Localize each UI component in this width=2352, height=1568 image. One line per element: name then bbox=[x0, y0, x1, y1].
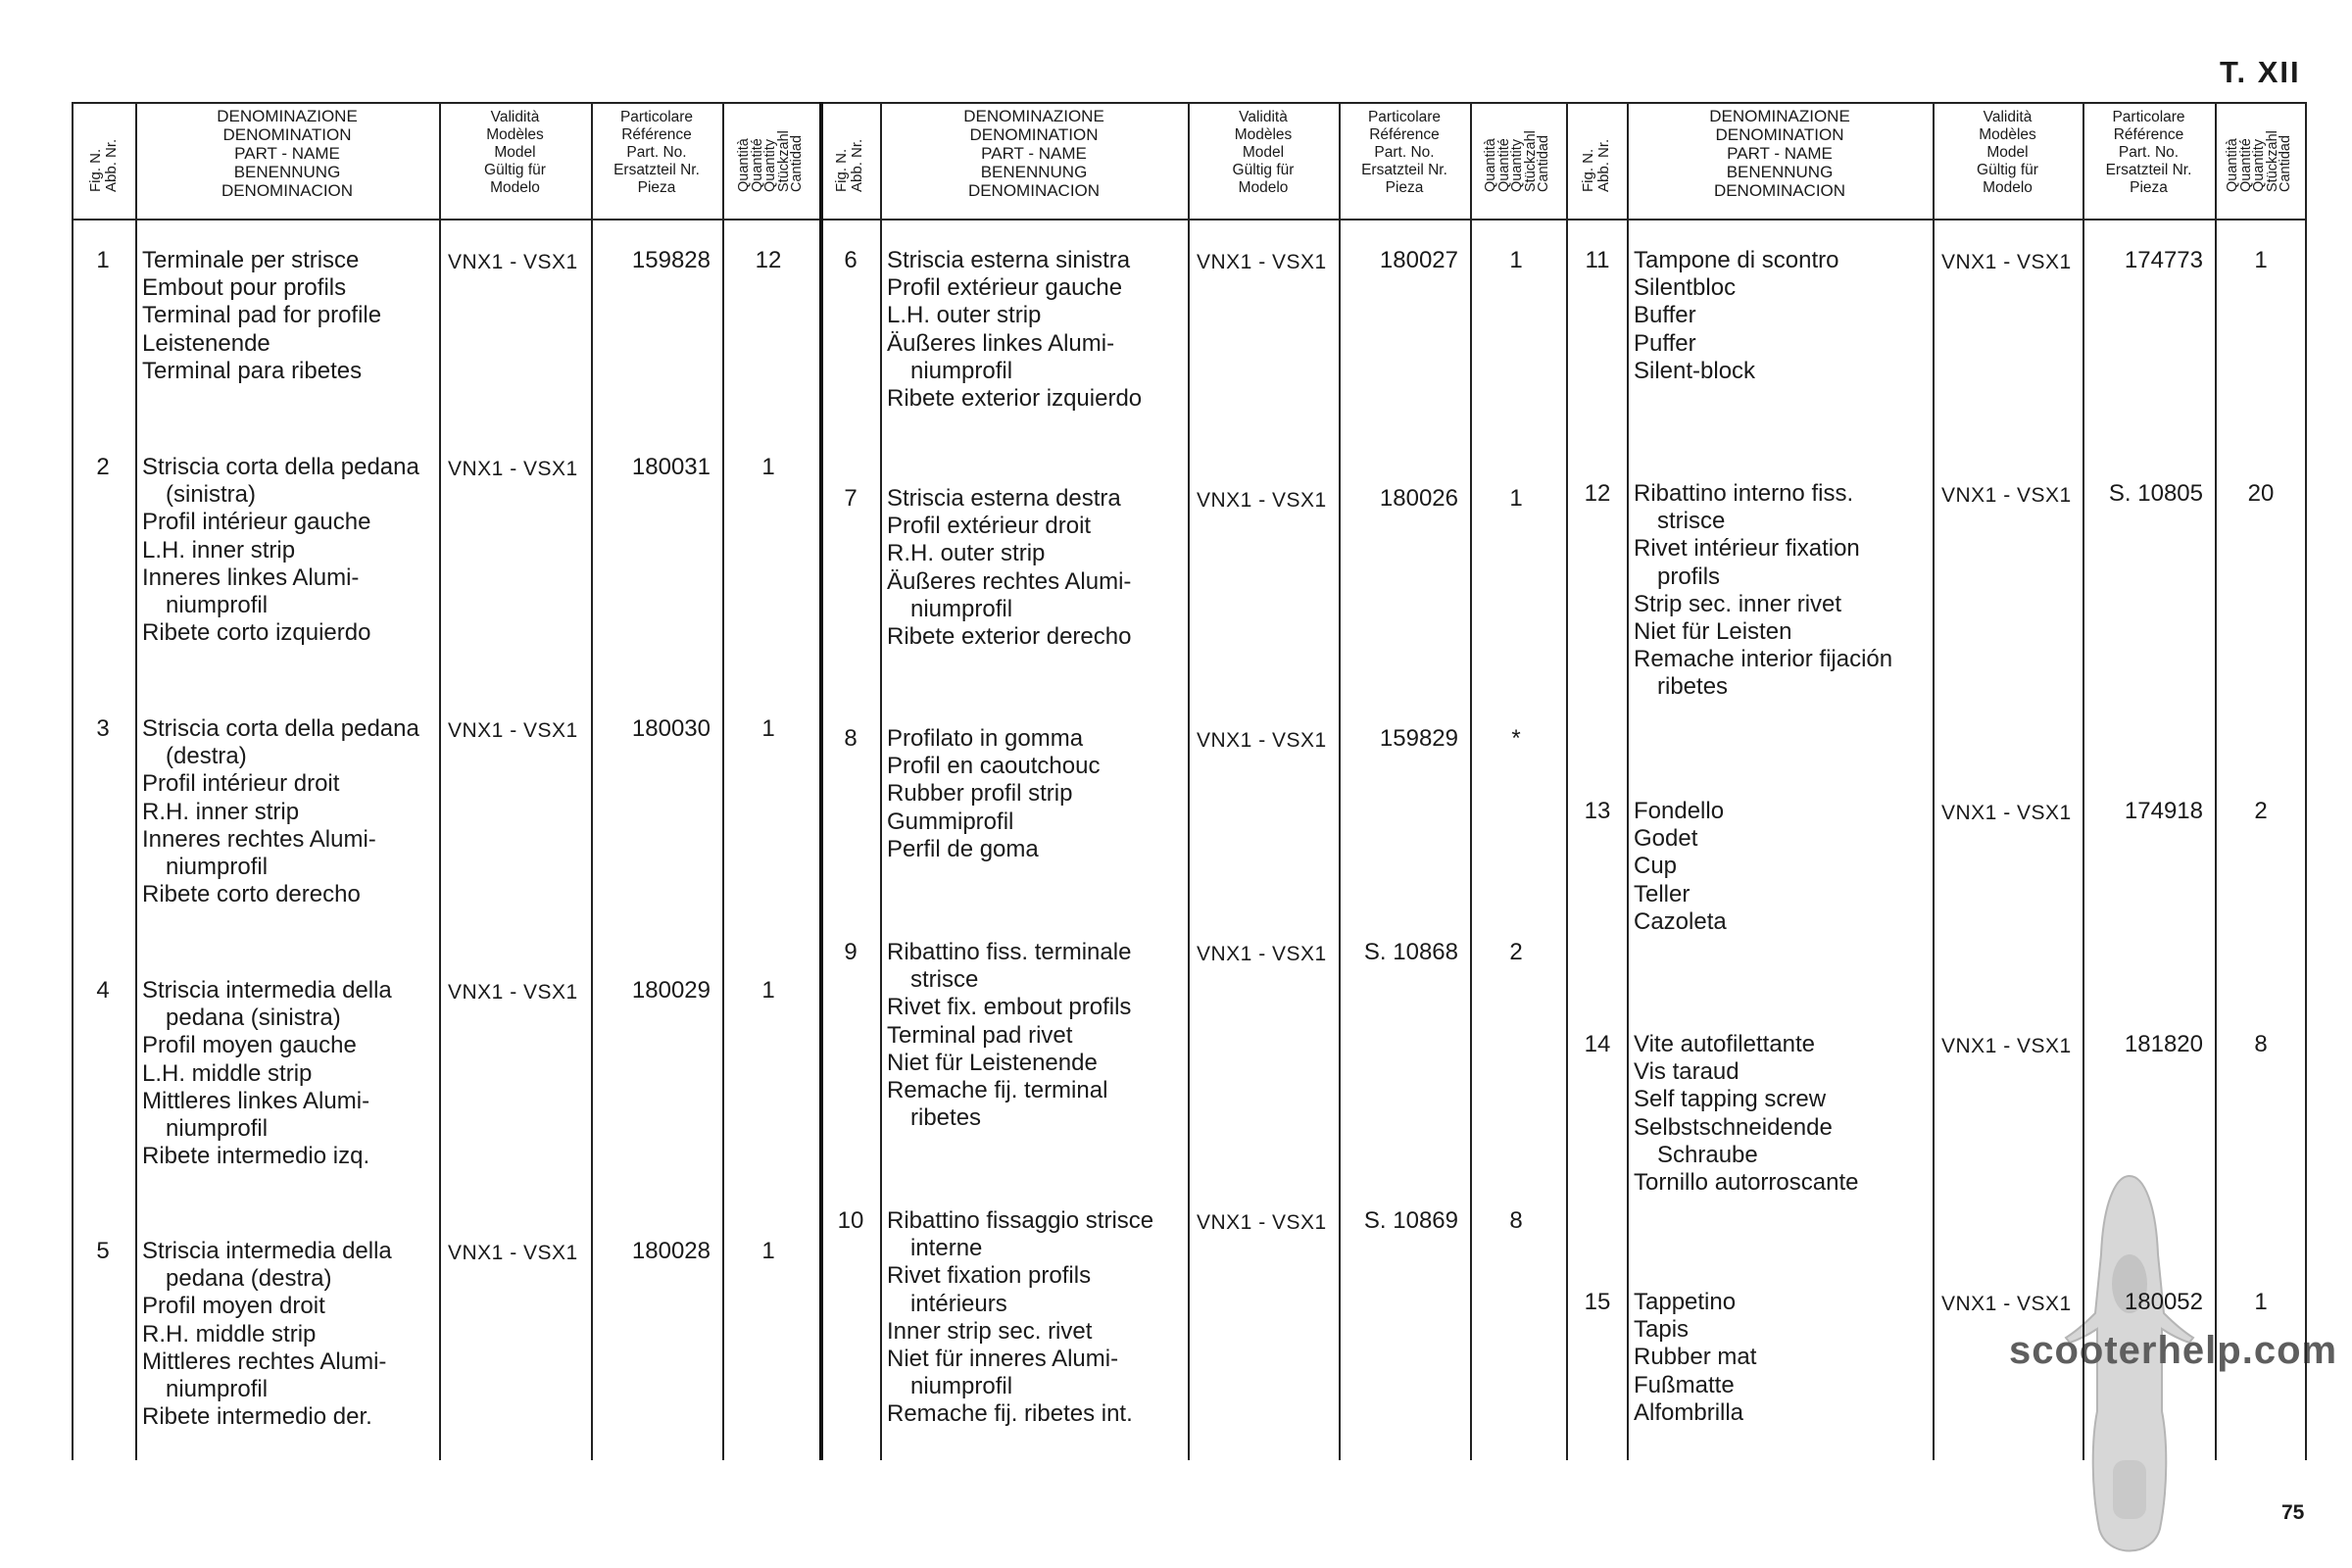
description-line: Niet für Leistenende bbox=[887, 1049, 1098, 1076]
description-line: Strip sec. inner rivet bbox=[1634, 590, 1842, 617]
description-line: ribetes bbox=[1657, 673, 1729, 701]
quantity: * bbox=[1511, 725, 1521, 752]
fig-number: 2 bbox=[96, 454, 110, 480]
header-line: DENOMINATION bbox=[1715, 124, 1844, 144]
model-validity-header bbox=[1188, 108, 1339, 198]
header-line: DENOMINACION bbox=[1713, 180, 1846, 200]
description-line: Ribete exterior izquierdo bbox=[887, 384, 1143, 412]
description-line: Ribattino interno fiss. bbox=[1634, 480, 1854, 507]
part-description bbox=[1634, 798, 1727, 936]
model-validity: VNX1 - VSX1 bbox=[448, 458, 578, 480]
description-line: L.H. middle strip bbox=[142, 1059, 313, 1087]
quantity: 8 bbox=[1509, 1207, 1523, 1234]
header-line: Modèles bbox=[1234, 126, 1293, 143]
header-line: Quantité bbox=[1495, 138, 1512, 192]
watermark-text: scooterhelp.com bbox=[2009, 1329, 2338, 1372]
description-line: Gummiprofil bbox=[887, 808, 1014, 835]
description-line: strisce bbox=[910, 966, 979, 994]
description-line: Silent-block bbox=[1634, 357, 1756, 384]
part-name-header bbox=[1627, 108, 1933, 198]
model-validity: VNX1 - VSX1 bbox=[1941, 1035, 2072, 1057]
header-line: PART - NAME bbox=[234, 143, 340, 163]
description-line: Striscia esterna sinistra bbox=[887, 247, 1131, 273]
description-line: niumprofil bbox=[910, 1373, 1013, 1400]
model-validity: VNX1 - VSX1 bbox=[1941, 802, 2072, 824]
part-number-header bbox=[1339, 108, 1470, 198]
quantity: 1 bbox=[761, 977, 775, 1004]
description-line: Rubber mat bbox=[1634, 1344, 1757, 1371]
fig-number: 4 bbox=[96, 977, 110, 1004]
part-number: 180052 bbox=[2124, 1289, 2203, 1315]
header-line: Modèles bbox=[1979, 126, 2036, 143]
description-line: Ribete intermedio der. bbox=[142, 1403, 372, 1431]
description-line: Teller bbox=[1634, 880, 1690, 907]
description-line: Striscia corta della pedana bbox=[142, 454, 419, 480]
description-line: Buffer bbox=[1634, 302, 1696, 329]
description-line: Inner strip sec. rivet bbox=[887, 1317, 1093, 1345]
description-line: Remache fij. ribetes int. bbox=[887, 1400, 1133, 1428]
model-validity-header bbox=[1933, 108, 2082, 198]
column-rule bbox=[2082, 102, 2084, 1460]
column-rule bbox=[1188, 102, 1190, 1460]
description-line: Embout pour profils bbox=[142, 274, 347, 302]
header-line: Modelo bbox=[1983, 179, 2033, 196]
description-line: niumprofil bbox=[910, 595, 1013, 622]
header-line: Cantidad bbox=[788, 134, 805, 192]
page-number: 75 bbox=[2281, 1501, 2305, 1524]
quantity-header bbox=[2213, 106, 2307, 200]
description-line: Terminale per strisce bbox=[142, 247, 360, 273]
header-line: Fig. N. bbox=[86, 148, 104, 192]
column-rule bbox=[2215, 102, 2217, 1460]
header-line: Model bbox=[1242, 144, 1285, 161]
column-rule bbox=[1339, 102, 1341, 1460]
description-line: Profil intérieur gauche bbox=[142, 509, 371, 536]
header-line: PART - NAME bbox=[1727, 143, 1833, 163]
description-line: Äußeres linkes Alumi- bbox=[887, 329, 1115, 357]
part-description bbox=[142, 977, 392, 1170]
header-line: Référence bbox=[1369, 126, 1440, 143]
description-line: Ribattino fiss. terminale bbox=[887, 939, 1132, 965]
part-number-header bbox=[2082, 108, 2215, 198]
header-line: Gültig für bbox=[1977, 162, 2038, 178]
model-validity: VNX1 - VSX1 bbox=[1197, 943, 1327, 965]
part-name-header bbox=[135, 108, 439, 198]
fig-number: 13 bbox=[1584, 798, 1611, 824]
header-line: Validità bbox=[490, 109, 540, 125]
model-validity: VNX1 - VSX1 bbox=[448, 251, 578, 273]
header-line: Ersatzteil Nr. bbox=[613, 162, 700, 178]
header-line: Cantidad bbox=[2278, 134, 2294, 192]
quantity: 1 bbox=[1509, 485, 1523, 512]
description-line: Striscia intermedia della bbox=[142, 1238, 392, 1264]
part-number: 180029 bbox=[631, 977, 710, 1004]
quantity: 1 bbox=[761, 715, 775, 742]
part-description bbox=[142, 454, 419, 647]
quantity: 20 bbox=[2247, 480, 2275, 507]
header-line: DENOMINAZIONE bbox=[217, 106, 358, 125]
column-rule bbox=[1566, 102, 1568, 1460]
description-line: interne bbox=[910, 1235, 983, 1262]
description-line: Alfombrilla bbox=[1634, 1398, 1744, 1426]
header-line: Ersatzteil Nr. bbox=[1361, 162, 1447, 178]
part-number: 174773 bbox=[2124, 247, 2203, 273]
fig-number: 12 bbox=[1584, 480, 1611, 507]
header-line: Abb. Nr. bbox=[1595, 138, 1612, 192]
description-line: Selbstschneidende bbox=[1634, 1113, 1833, 1141]
header-line: Ersatzteil Nr. bbox=[2105, 162, 2192, 178]
description-line: Terminal pad for profile bbox=[142, 302, 382, 329]
description-line: Striscia intermedia della bbox=[142, 977, 392, 1004]
fig-number: 1 bbox=[96, 247, 110, 273]
description-line: Puffer bbox=[1634, 329, 1696, 357]
description-line: Profil moyen gauche bbox=[142, 1032, 357, 1059]
column-rule bbox=[1627, 102, 1629, 1460]
model-validity: VNX1 - VSX1 bbox=[1941, 484, 2072, 507]
description-line: pedana (destra) bbox=[166, 1265, 332, 1293]
fig-number: 6 bbox=[844, 247, 858, 273]
header-line: Quantité bbox=[2237, 138, 2254, 192]
description-line: (sinistra) bbox=[166, 481, 257, 509]
description-line: Profil extérieur droit bbox=[887, 513, 1092, 540]
header-line: Quantità bbox=[2225, 138, 2241, 192]
header-line: DENOMINAZIONE bbox=[963, 106, 1104, 125]
header-line: DENOMINATION bbox=[969, 124, 1099, 144]
part-description bbox=[1634, 1031, 1858, 1197]
header-line: Modèles bbox=[486, 126, 544, 143]
description-line: (destra) bbox=[166, 743, 247, 770]
header-line: Pieza bbox=[1385, 179, 1424, 196]
description-line: Profilato in gomma bbox=[887, 725, 1084, 752]
description-line: Inneres rechtes Alumi- bbox=[142, 825, 376, 853]
header-line: Part. No. bbox=[2118, 144, 2180, 161]
header-line: Part. No. bbox=[1374, 144, 1435, 161]
part-description bbox=[1634, 480, 1892, 702]
description-line: Profil moyen droit bbox=[142, 1293, 325, 1320]
description-line: niumprofil bbox=[166, 853, 269, 880]
description-line: strisce bbox=[1657, 508, 1726, 535]
description-line: Vis taraud bbox=[1634, 1058, 1740, 1086]
part-number: 180027 bbox=[1379, 247, 1458, 273]
model-validity: VNX1 - VSX1 bbox=[1197, 729, 1327, 752]
page-title: T. XII bbox=[2220, 55, 2301, 89]
quantity: 1 bbox=[761, 454, 775, 480]
header-line: PART - NAME bbox=[981, 143, 1087, 163]
description-line: Ribete exterior derecho bbox=[887, 622, 1132, 650]
header-line: Quantité bbox=[749, 138, 765, 192]
header-line: Stückzahl bbox=[1522, 130, 1539, 192]
header-line: Particolare bbox=[619, 109, 694, 125]
description-line: Cazoleta bbox=[1634, 907, 1727, 935]
description-line: Rubber profil strip bbox=[887, 780, 1073, 808]
description-line: Inneres linkes Alumi- bbox=[142, 564, 360, 591]
part-description bbox=[142, 1238, 392, 1431]
header-line: Quantità bbox=[735, 138, 752, 192]
quantity: 8 bbox=[2254, 1031, 2268, 1057]
part-description bbox=[887, 247, 1142, 413]
description-line: Niet für Leisten bbox=[1634, 617, 1792, 645]
description-line: Mittleres linkes Alumi- bbox=[142, 1087, 370, 1114]
header-line: Stückzahl bbox=[775, 130, 792, 192]
header-line: Gültig für bbox=[484, 162, 546, 178]
header-line: Abb. Nr. bbox=[849, 138, 865, 192]
description-line: niumprofil bbox=[166, 1375, 269, 1402]
description-line: L.H. inner strip bbox=[142, 536, 296, 564]
part-number: 159828 bbox=[631, 247, 710, 273]
description-line: Mittleres rechtes Alumi- bbox=[142, 1348, 387, 1375]
part-description bbox=[1634, 1289, 1756, 1427]
description-line: Striscia esterna destra bbox=[887, 485, 1121, 512]
header-line: Quantità bbox=[1483, 138, 1499, 192]
description-line: R.H. inner strip bbox=[142, 798, 300, 825]
header-line: Stückzahl bbox=[2264, 130, 2280, 192]
header-line: Quantity bbox=[1509, 139, 1526, 192]
quantity: 1 bbox=[2254, 247, 2268, 273]
description-line: Cup bbox=[1634, 853, 1678, 880]
part-name-header bbox=[880, 108, 1188, 198]
part-number: 180030 bbox=[631, 715, 710, 742]
description-line: Vite autofilettante bbox=[1634, 1031, 1816, 1057]
header-line: Cantidad bbox=[1536, 134, 1552, 192]
header-line: Particolare bbox=[2112, 109, 2185, 125]
part-description bbox=[1634, 247, 1838, 385]
header-line: DENOMINAZIONE bbox=[1709, 106, 1850, 125]
fig-number: 10 bbox=[837, 1207, 864, 1234]
header-line: Quantity bbox=[761, 139, 778, 192]
header-line: Validità bbox=[1983, 109, 2033, 125]
column-rule bbox=[819, 102, 823, 1460]
description-line: Self tapping screw bbox=[1634, 1086, 1827, 1113]
description-line: Profil en caoutchouc bbox=[887, 753, 1101, 780]
header-line: Validità bbox=[1239, 109, 1288, 125]
header-line: Quantity bbox=[2251, 139, 2268, 192]
header-line: Pieza bbox=[2130, 179, 2168, 196]
fig-number: 14 bbox=[1584, 1031, 1611, 1057]
quantity: 1 bbox=[1509, 247, 1523, 273]
fig-number: 9 bbox=[844, 939, 858, 965]
part-number: 159829 bbox=[1379, 725, 1458, 752]
fig-number: 8 bbox=[844, 725, 858, 752]
column-rule bbox=[1933, 102, 1935, 1460]
description-line: Silentbloc bbox=[1634, 274, 1737, 302]
part-description bbox=[142, 247, 381, 385]
model-validity: VNX1 - VSX1 bbox=[1941, 1293, 2072, 1315]
part-number: S. 10805 bbox=[2108, 480, 2203, 507]
description-line: profils bbox=[1657, 563, 1721, 590]
description-line: L.H. outer strip bbox=[887, 302, 1042, 329]
description-line: Niet für inneres Alumi- bbox=[887, 1345, 1119, 1372]
model-validity: VNX1 - VSX1 bbox=[448, 719, 578, 742]
description-line: Schraube bbox=[1657, 1141, 1758, 1168]
description-line: R.H. outer strip bbox=[887, 540, 1046, 567]
description-line: Rivet fixation profils bbox=[887, 1262, 1092, 1290]
model-validity-header bbox=[439, 108, 591, 198]
part-number: S. 10869 bbox=[1363, 1207, 1458, 1234]
description-line: intérieurs bbox=[910, 1290, 1007, 1317]
column-rule bbox=[2305, 102, 2307, 1460]
header-line: Part. No. bbox=[626, 144, 687, 161]
model-validity: VNX1 - VSX1 bbox=[1197, 489, 1327, 512]
part-description bbox=[142, 715, 419, 908]
quantity: 12 bbox=[755, 247, 782, 273]
fig-number: 11 bbox=[1585, 247, 1610, 273]
part-description bbox=[887, 939, 1131, 1132]
description-line: niumprofil bbox=[166, 1114, 269, 1142]
description-line: R.H. middle strip bbox=[142, 1320, 317, 1348]
header-line: BENENNUNG bbox=[233, 162, 341, 181]
description-line: Remache fij. terminal bbox=[887, 1076, 1108, 1103]
description-line: niumprofil bbox=[910, 357, 1013, 384]
header-line: DENOMINATION bbox=[222, 124, 352, 144]
header-line: Gültig für bbox=[1232, 162, 1295, 178]
header-line: BENENNUNG bbox=[980, 162, 1088, 181]
header-line: Modelo bbox=[490, 179, 540, 196]
description-line: Ribattino fissaggio strisce bbox=[887, 1207, 1154, 1234]
column-rule bbox=[439, 102, 441, 1460]
description-line: ribetes bbox=[910, 1104, 982, 1132]
quantity-header-text bbox=[2213, 106, 2307, 200]
description-line: Terminal para ribetes bbox=[142, 357, 363, 384]
model-validity: VNX1 - VSX1 bbox=[1941, 251, 2072, 273]
part-number: 180028 bbox=[631, 1238, 710, 1264]
model-validity: VNX1 - VSX1 bbox=[1197, 251, 1327, 273]
header-line: Model bbox=[494, 144, 536, 161]
description-line: pedana (sinistra) bbox=[166, 1004, 341, 1032]
column-rule bbox=[880, 102, 882, 1460]
header-line: DENOMINACION bbox=[967, 180, 1101, 200]
header-line: Référence bbox=[2113, 126, 2184, 143]
header-line: Fig. N. bbox=[1580, 148, 1596, 192]
part-number-header bbox=[591, 108, 722, 198]
header-line: Abb. Nr. bbox=[102, 138, 120, 192]
quantity: 2 bbox=[1509, 939, 1523, 965]
description-line: Godet bbox=[1634, 825, 1698, 853]
model-validity: VNX1 - VSX1 bbox=[448, 981, 578, 1004]
part-number: S. 10868 bbox=[1363, 939, 1458, 965]
header-line: Particolare bbox=[1367, 109, 1442, 125]
header-line: Model bbox=[1986, 144, 2029, 161]
quantity: 1 bbox=[2254, 1289, 2268, 1315]
description-line: Tappetino bbox=[1634, 1289, 1737, 1315]
part-number: 180031 bbox=[631, 454, 710, 480]
part-description bbox=[887, 725, 1100, 863]
part-description bbox=[887, 485, 1131, 651]
description-line: Remache interior fijación bbox=[1634, 646, 1893, 673]
description-line: Profil intérieur droit bbox=[142, 770, 340, 798]
part-number: 181820 bbox=[2124, 1031, 2203, 1057]
description-line: Rivet fix. embout profils bbox=[887, 994, 1132, 1021]
header-line: Fig. N. bbox=[833, 148, 850, 192]
column-rule bbox=[1470, 102, 1472, 1460]
quantity: 1 bbox=[761, 1238, 775, 1264]
description-line: Fußmatte bbox=[1634, 1371, 1735, 1398]
description-line: Leistenende bbox=[142, 329, 270, 357]
description-line: Tampone di scontro bbox=[1634, 247, 1839, 273]
model-validity: VNX1 - VSX1 bbox=[448, 1242, 578, 1264]
part-number: 180026 bbox=[1379, 485, 1458, 512]
description-line: Ribete corto izquierdo bbox=[142, 619, 371, 647]
fig-number: 5 bbox=[96, 1238, 110, 1264]
quantity: 2 bbox=[2254, 798, 2268, 824]
description-line: Rivet intérieur fixation bbox=[1634, 535, 1860, 563]
header-line: Modelo bbox=[1238, 179, 1289, 196]
description-line: Ribete corto derecho bbox=[142, 881, 361, 908]
fig-number: 7 bbox=[844, 485, 858, 512]
header-line: Référence bbox=[621, 126, 692, 143]
fig-number: 15 bbox=[1584, 1289, 1611, 1315]
column-rule bbox=[135, 102, 137, 1460]
header-line: BENENNUNG bbox=[1726, 162, 1834, 181]
model-validity: VNX1 - VSX1 bbox=[1197, 1211, 1327, 1234]
fig-number: 3 bbox=[96, 715, 110, 742]
description-line: niumprofil bbox=[166, 591, 269, 618]
description-line: Äußeres rechtes Alumi- bbox=[887, 567, 1132, 595]
part-description bbox=[887, 1207, 1153, 1429]
description-line: Tapis bbox=[1634, 1316, 1690, 1344]
header-line: DENOMINACION bbox=[220, 180, 354, 200]
header-line: Pieza bbox=[637, 179, 676, 196]
description-line: Perfil de goma bbox=[887, 835, 1039, 862]
description-line: Striscia corta della pedana bbox=[142, 715, 419, 742]
part-number: 174918 bbox=[2124, 798, 2203, 824]
description-line: Terminal pad rivet bbox=[887, 1021, 1073, 1049]
description-line: Ribete intermedio izq. bbox=[142, 1143, 370, 1170]
description-line: Fondello bbox=[1634, 798, 1725, 824]
description-line: Tornillo autorroscante bbox=[1634, 1168, 1859, 1196]
description-line: Profil extérieur gauche bbox=[887, 274, 1123, 302]
